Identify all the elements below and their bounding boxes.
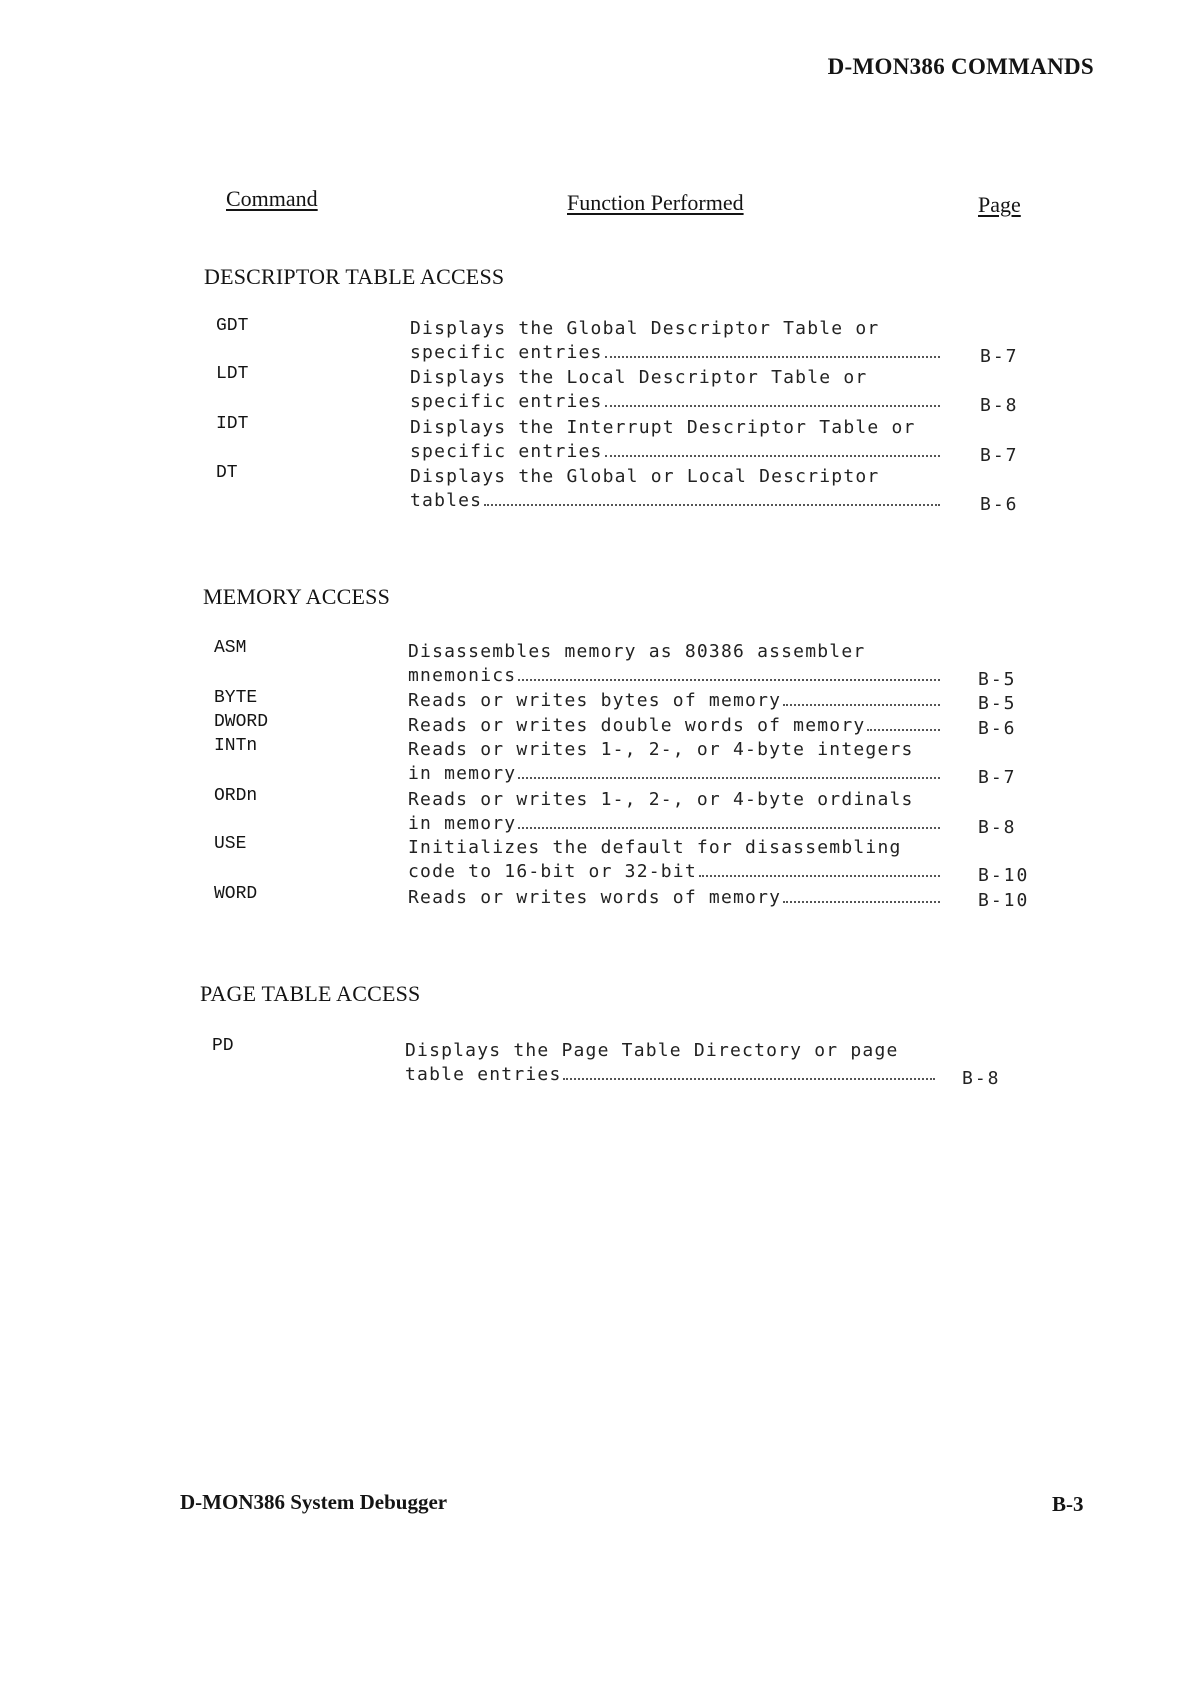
leader-dots: [605, 355, 940, 358]
command-name: WORD: [214, 884, 258, 904]
leader-dots: [867, 728, 940, 731]
description-leader-line: [408, 715, 940, 736]
description-leader-line: [408, 887, 940, 908]
command-name: ORDn: [214, 786, 258, 806]
description-leader-line: [410, 441, 940, 462]
description-leader-line: [408, 665, 940, 686]
description-text: Reads or writes bytes of memory: [408, 690, 782, 711]
description-text: specific entries: [410, 441, 603, 462]
command-name: PD: [212, 1036, 234, 1056]
column-header-page: Page: [978, 192, 1021, 217]
page-reference: B-6: [978, 718, 1017, 739]
footer-book-title: D-MON386 System Debugger: [180, 1490, 448, 1514]
page-reference: B-5: [978, 693, 1017, 714]
command-name: BYTE: [214, 688, 258, 708]
description-text: specific entries: [410, 342, 603, 363]
footer-page-number: B-3: [1052, 1492, 1084, 1516]
description-line: Displays the Page Table Directory or page: [405, 1040, 899, 1061]
description-text: table entries: [405, 1064, 562, 1085]
page-reference: B-7: [980, 346, 1019, 367]
description-text: specific entries: [410, 391, 603, 412]
page-reference: B-10: [978, 865, 1030, 886]
description-leader-line: [408, 690, 940, 711]
command-name: DWORD: [214, 712, 269, 732]
description-line: Displays the Interrupt Descriptor Table or: [410, 417, 916, 438]
command-name: LDT: [216, 364, 249, 384]
command-name: USE: [214, 834, 247, 854]
description-leader-line: [410, 490, 940, 511]
command-name: DT: [216, 463, 238, 483]
page-reference: B-7: [978, 767, 1017, 788]
description-text: Reads or writes words of memory: [408, 887, 782, 908]
leader-dots: [605, 404, 940, 407]
section-title: DESCRIPTOR TABLE ACCESS: [204, 264, 505, 289]
description-text: Reads or writes double words of memory: [408, 715, 866, 736]
leader-dots: [518, 826, 940, 829]
description-line: Disassembles memory as 80386 assembler: [408, 641, 866, 662]
page-reference: B-7: [980, 445, 1019, 466]
description-leader-line: [408, 763, 940, 784]
page-reference: B-8: [962, 1068, 1001, 1089]
description-text: code to 16-bit or 32-bit: [408, 861, 697, 882]
leader-dots: [563, 1077, 935, 1080]
description-leader-line: [408, 813, 940, 834]
page-reference: B-8: [978, 817, 1017, 838]
leader-dots: [484, 503, 940, 506]
description-line: Initializes the default for disassembling: [408, 837, 902, 858]
description-leader-line: [410, 391, 940, 412]
command-name: GDT: [216, 316, 249, 336]
section-title: PAGE TABLE ACCESS: [200, 981, 421, 1006]
command-name: IDT: [216, 414, 249, 434]
page-reference: B-5: [978, 669, 1017, 690]
running-head: D-MON386 COMMANDS: [827, 54, 1094, 79]
description-line: Displays the Global or Local Descriptor: [410, 466, 880, 487]
description-text: tables: [410, 490, 483, 511]
description-line: Displays the Global Descriptor Table or: [410, 318, 880, 339]
leader-dots: [605, 454, 940, 457]
description-text: in memory: [408, 813, 517, 834]
page-reference: B-10: [978, 890, 1030, 911]
description-leader-line: [408, 861, 940, 882]
command-name: ASM: [214, 638, 247, 658]
command-name: INTn: [214, 736, 258, 756]
leader-dots: [518, 776, 940, 779]
section-title: MEMORY ACCESS: [203, 584, 391, 609]
description-line: Reads or writes 1-, 2-, or 4-byte integers: [408, 739, 914, 760]
leader-dots: [699, 874, 940, 877]
column-header-function: Function Performed: [567, 190, 744, 215]
leader-dots: [518, 678, 940, 681]
leader-dots: [783, 703, 940, 706]
page-reference: B-8: [980, 395, 1019, 416]
page-reference: B-6: [980, 494, 1019, 515]
description-leader-line: [405, 1064, 935, 1085]
leader-dots: [783, 900, 940, 903]
description-line: Displays the Local Descriptor Table or: [410, 367, 868, 388]
description-text: in memory: [408, 763, 517, 784]
description-line: Reads or writes 1-, 2-, or 4-byte ordinals: [408, 789, 914, 810]
description-leader-line: [410, 342, 940, 363]
description-text: mnemonics: [408, 665, 517, 686]
column-header-command: Command: [226, 186, 318, 211]
